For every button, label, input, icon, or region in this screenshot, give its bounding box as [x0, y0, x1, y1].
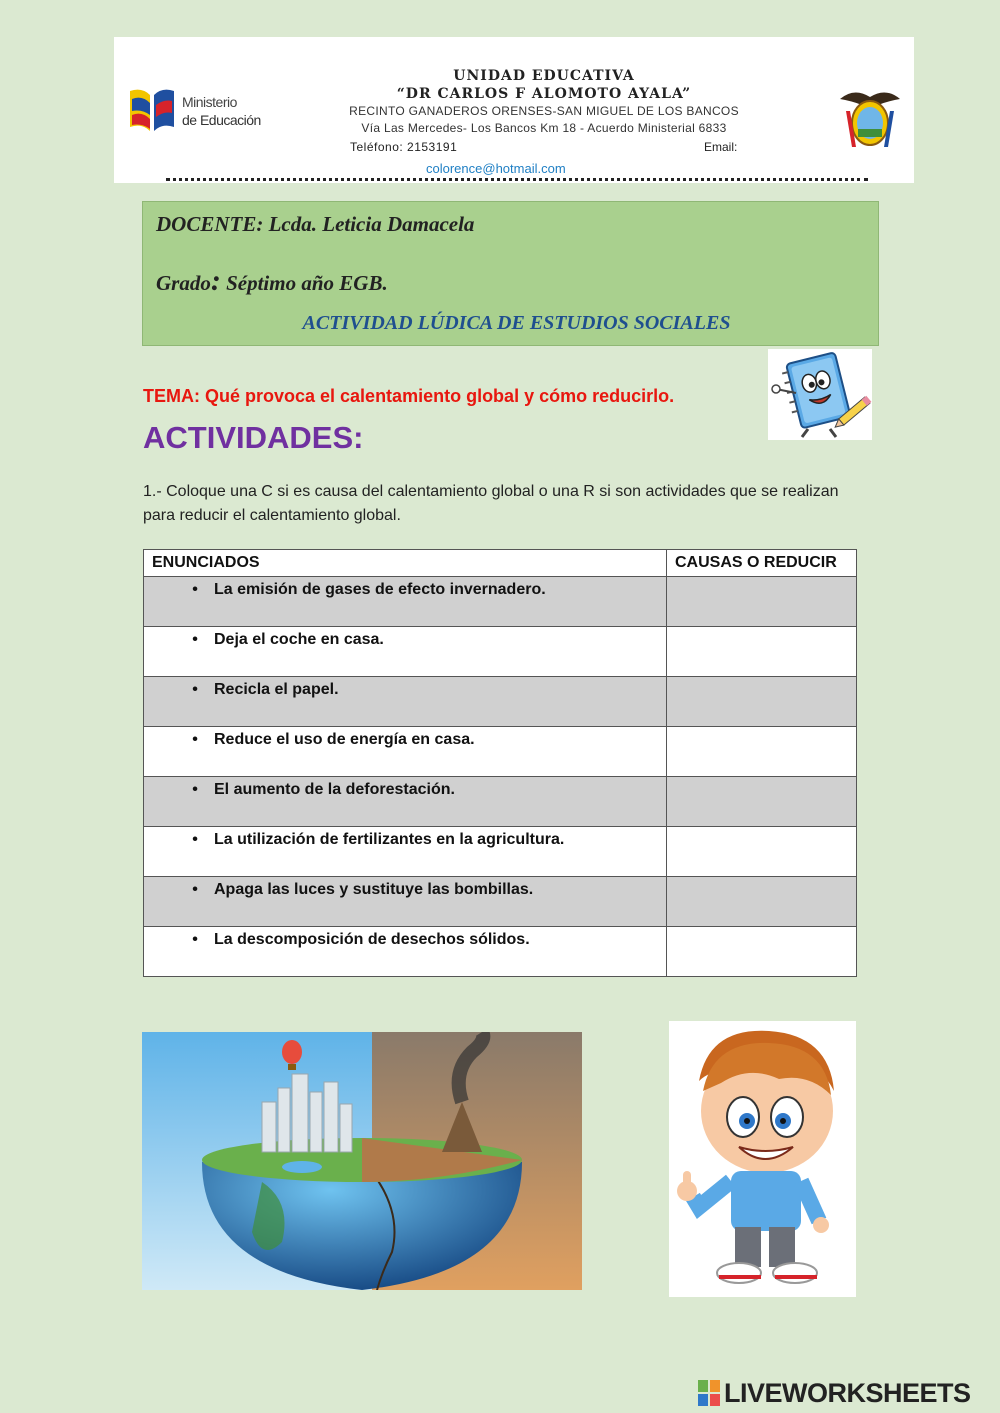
statement-cell — [144, 627, 667, 677]
school-header — [114, 37, 914, 183]
answer-cell — [667, 727, 857, 777]
answer-cell — [667, 927, 857, 977]
statement-text: La emisión de gases de efecto invernadero. — [214, 581, 546, 598]
statement-cell — [144, 777, 667, 827]
answer-input[interactable] — [675, 581, 848, 619]
grade-label: Grado — [156, 271, 211, 295]
answer-cell — [667, 827, 857, 877]
answer-cell — [667, 627, 857, 677]
statement-text: Recicla el papel. — [214, 681, 339, 698]
answer-input[interactable] — [675, 881, 848, 919]
ecuador-ministry-emblem-icon — [126, 85, 178, 139]
table-row — [144, 777, 857, 827]
answer-input[interactable] — [675, 931, 848, 969]
bullet: • — [192, 731, 198, 748]
statement-cell — [144, 877, 667, 927]
grade-line — [156, 264, 388, 298]
topic-heading: TEMA: Qué provoca el calentamiento global y cómo reducirlo. — [143, 386, 675, 406]
bullet: • — [192, 881, 198, 898]
statement-cell — [144, 827, 667, 877]
grade-colon: : — [210, 264, 221, 297]
answer-cell — [667, 677, 857, 727]
header-divider — [166, 178, 868, 181]
header-statements: ENUNCIADOS — [144, 550, 667, 577]
activities-heading: ACTIVIDADES: — [143, 420, 364, 455]
statement-text: Apaga las luces y sustituye las bombillas. — [214, 881, 534, 898]
cartoon-boy-thumbs-up-image — [669, 1021, 856, 1297]
school-email-link[interactable]: colorence@hotmail.com — [426, 161, 566, 176]
school-name: “DR CARLOS F ALOMOTO AYALA” — [396, 86, 692, 102]
bullet: • — [192, 931, 198, 948]
teacher-info-box — [142, 201, 879, 346]
school-phone: Teléfono: 2153191 — [350, 140, 458, 154]
statement-text: El aumento de la deforestación. — [214, 781, 455, 798]
school-type: UNIDAD EDUCATIVA — [453, 68, 635, 84]
statement-text: Deja el coche en casa. — [214, 631, 384, 648]
table-row — [144, 827, 857, 877]
bullet: • — [192, 631, 198, 648]
statement-text: La utilización de fertilizantes en la agricultura. — [214, 831, 565, 848]
statement-text: Reduce el uso de energía en casa. — [214, 731, 475, 748]
school-address: RECINTO GANADEROS ORENSES-SAN MIGUEL DE LOS BANCOS — [349, 104, 739, 118]
ministry-logo — [126, 85, 276, 145]
table-row — [144, 627, 857, 677]
bullet: • — [192, 681, 198, 698]
bullet: • — [192, 581, 198, 598]
table-row — [144, 577, 857, 627]
header-answer: CAUSAS O REDUCIR — [667, 550, 857, 577]
answer-input[interactable] — [675, 731, 848, 769]
answer-input[interactable] — [675, 831, 848, 869]
ecuador-coat-of-arms-icon — [834, 87, 906, 151]
table-row — [144, 677, 857, 727]
answer-input[interactable] — [675, 781, 848, 819]
activity-title: ACTIVIDAD LÚDICA DE ESTUDIOS SOCIALES — [302, 312, 731, 334]
statement-text: La descomposición de desechos sólidos. — [214, 931, 530, 948]
bullet: • — [192, 831, 198, 848]
grade-value: Séptimo año EGB. — [220, 271, 388, 295]
answer-input[interactable] — [675, 631, 848, 669]
notebook-mascot-icon — [768, 349, 872, 440]
statement-cell — [144, 927, 667, 977]
answer-input[interactable] — [675, 681, 848, 719]
global-warming-earth-image — [142, 1032, 582, 1290]
school-info — [314, 67, 774, 137]
table-row — [144, 877, 857, 927]
liveworksheets-badge-icon — [698, 1380, 720, 1406]
statement-cell — [144, 577, 667, 627]
answer-cell — [667, 877, 857, 927]
email-label: Email: — [704, 140, 738, 154]
table-row — [144, 927, 857, 977]
teacher-name: DOCENTE: Lcda. Leticia Damacela — [156, 212, 475, 236]
table-header-row — [144, 550, 857, 577]
table-row — [144, 727, 857, 777]
statement-cell — [144, 727, 667, 777]
ministry-name: Ministerio — [182, 94, 237, 110]
answer-cell — [667, 777, 857, 827]
activity-table — [143, 549, 857, 977]
ministry-name-2: de Educación — [182, 112, 261, 128]
instruction-text: 1.- Coloque una C si es causa del calentamiento global o una R si son actividades que se realizan para reducir el calentamiento global. — [143, 483, 839, 524]
brand-text: LIVEWORKSHEETS — [724, 1378, 971, 1408]
bullet: • — [192, 781, 198, 798]
answer-cell — [667, 577, 857, 627]
statement-cell — [144, 677, 667, 727]
school-address-2: Vía Las Mercedes- Los Bancos Km 18 - Acuerdo Ministerial 6833 — [361, 121, 727, 135]
